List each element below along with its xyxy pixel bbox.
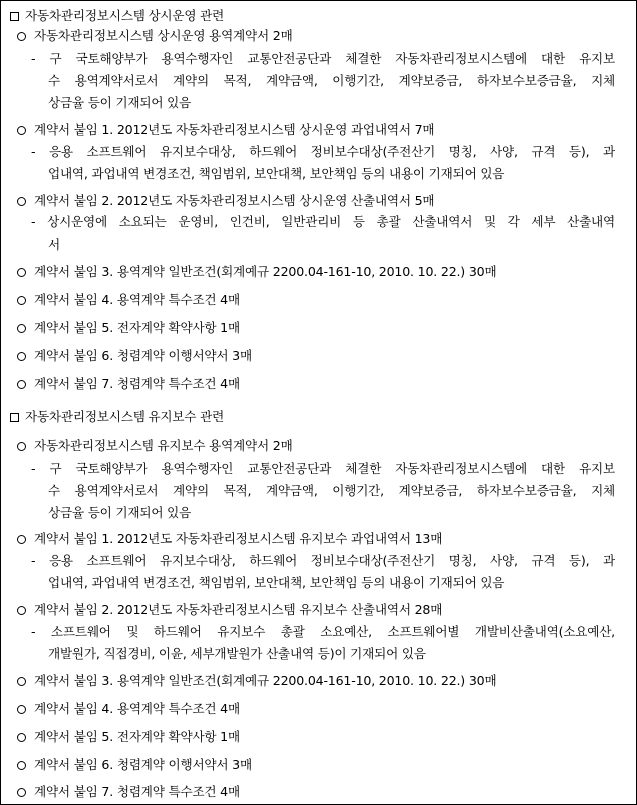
list-item-title: 계약서 붙임 5. 전자계약 확약사항 1매 [17,729,240,745]
item-description: 서 [48,237,60,252]
list-item-title: 계약서 붙임 2. 2012년도 자동차관리정보시스템 유지보수 산출내역서 28매 [17,602,442,618]
circle-bullet-icon [17,788,26,797]
list-item-title: 계약서 붙임 2. 2012년도 자동차관리정보시스템 상시운영 산출내역서 5매 [17,193,434,209]
item-description: 상금율 등이 기재되어 있음 [48,95,192,110]
circle-bullet-icon [17,761,26,770]
item-description: - 상시운영에 소요되는 운영비, 인건비, 일반관리비 등 총괄 산출내역서 및 각 세부 산출내역 [31,214,615,229]
item-description: 업내역, 과업내역 변경조건, 책임범위, 보안대책, 보안책임 등의 내용이 기재되어 있음 [48,575,505,590]
item-description: - 응용 소프트웨어 유지보수대상, 하드웨어 정비보수대상(주전산기 명칭, 사양, 규격 등), 과 [31,553,615,568]
list-item-title: 계약서 붙임 5. 전자계약 확약사항 1매 [17,320,240,336]
list-item-title: 계약서 붙임 1. 2012년도 자동차관리정보시스템 유지보수 과업내역서 13매 [17,531,442,547]
list-item-title: 계약서 붙임 3. 용역계약 일반조건(회계예규 2200.04-161-10, 2010. 10. 22.) 30매 [17,673,496,689]
circle-bullet-icon [17,705,26,714]
item-description: - 구 국토해양부가 용역수행자인 교통안전공단과 체결한 자동차관리정보시스템에 대한 유지보 [31,51,615,66]
circle-bullet-icon [17,677,26,686]
section-heading: 자동차관리정보시스템 상시운영 관련 [10,8,224,24]
list-item-title: 계약서 붙임 4. 용역계약 특수조건 4매 [17,701,240,717]
item-description: 개발원가, 직접경비, 이윤, 세부개발원가 산출내역 등)이 기재되어 있음 [48,646,426,661]
circle-bullet-icon [17,442,26,451]
circle-bullet-icon [17,733,26,742]
item-description: 수 용역계약서로서 계약의 목적, 계약금액, 이행기간, 계약보증금, 하자보수보증금율, 지체 [48,483,615,498]
circle-bullet-icon [17,197,26,206]
circle-bullet-icon [17,126,26,135]
square-bullet-icon [10,413,19,422]
list-item-title: 계약서 붙임 4. 용역계약 특수조건 4매 [17,292,240,308]
square-bullet-icon [10,12,19,21]
circle-bullet-icon [17,352,26,361]
list-item-title: 계약서 붙임 1. 2012년도 자동차관리정보시스템 상시운영 과업내역서 7매 [17,122,434,138]
circle-bullet-icon [17,268,26,277]
section-heading: 자동차관리정보시스템 유지보수 관련 [10,409,224,425]
circle-bullet-icon [17,324,26,333]
list-item-title: 계약서 붙임 7. 청렴계약 특수조건 4매 [17,784,240,800]
list-item-title: 계약서 붙임 6. 청렴계약 이행서약서 3매 [17,757,252,773]
item-description: - 소프트웨어 및 하드웨어 유지보수 총괄 소요예산, 소프트웨어별 개발비산출내역(소요예산, [31,624,615,639]
list-item-title: 계약서 붙임 3. 용역계약 일반조건(회계예규 2200.04-161-10, 2010. 10. 22.) 30매 [17,264,496,280]
item-description: - 구 국토해양부가 용역수행자인 교통안전공단과 체결한 자동차관리정보시스템에 대한 유지보 [31,461,615,476]
item-description: 상금율 등이 기재되어 있음 [48,505,192,520]
list-item-title: 자동차관리정보시스템 유지보수 용역계약서 2매 [17,438,293,454]
circle-bullet-icon [17,296,26,305]
item-description: 수 용역계약서로서 계약의 목적, 계약금액, 이행기간, 계약보증금, 하자보수보증금율, 지체 [48,73,615,88]
circle-bullet-icon [17,535,26,544]
list-item-title: 계약서 붙임 6. 청렴계약 이행서약서 3매 [17,348,252,364]
item-description: 업내역, 과업내역 변경조건, 책임범위, 보안대책, 보안책임 등의 내용이 기재되어 있음 [48,166,505,181]
circle-bullet-icon [17,32,26,41]
circle-bullet-icon [17,606,26,615]
list-item-title: 자동차관리정보시스템 상시운영 용역계약서 2매 [17,28,293,44]
list-item-title: 계약서 붙임 7. 청렴계약 특수조건 4매 [17,376,240,392]
item-description: - 응용 소프트웨어 유지보수대상, 하드웨어 정비보수대상(주전산기 명칭, 사양, 규격 등), 과 [31,144,615,159]
circle-bullet-icon [17,380,26,389]
